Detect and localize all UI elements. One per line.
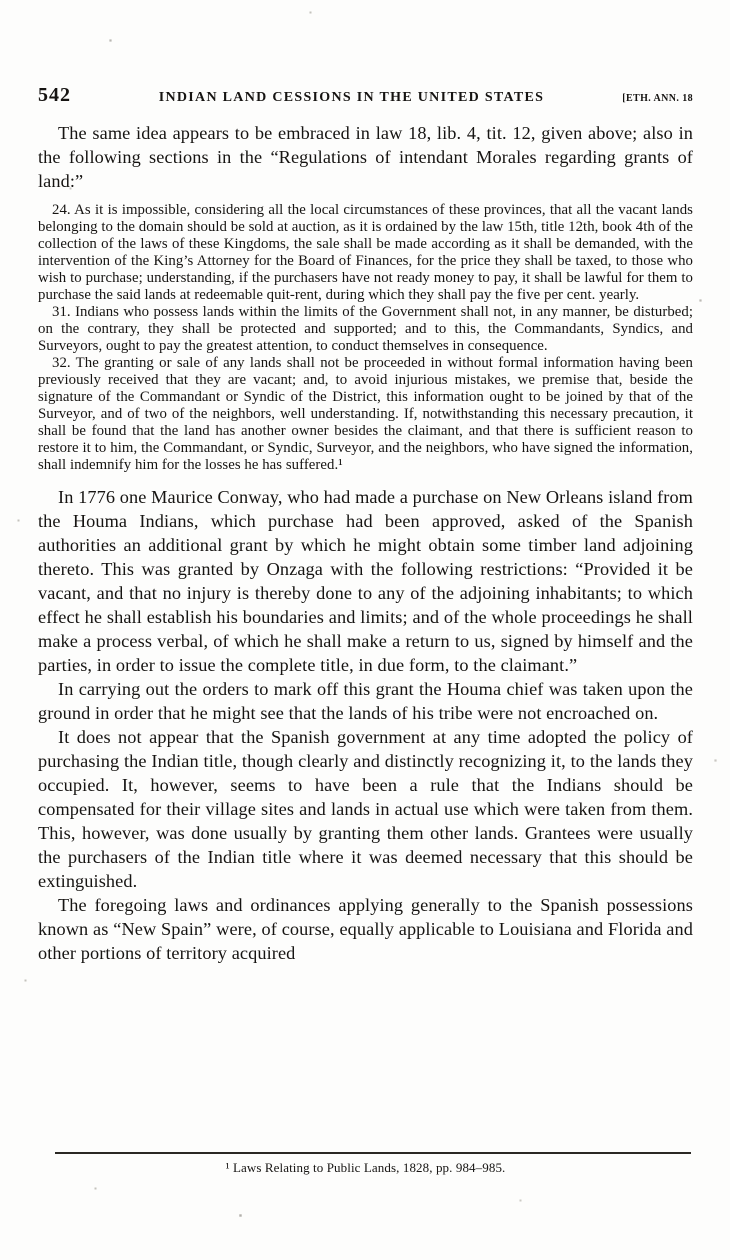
footnote: ¹ Laws Relating to Public Lands, 1828, pp. 984–985.: [225, 1160, 506, 1175]
page-content: [38, 84, 693, 965]
paragraph-conway-grant: In 1776 one Maurice Conway, who had made a purchase on New Orleans island from the Houma Indians, which purchase had been approved, asked of the Spanish authorities an additional grant by which he might obtain some timber land adjoining thereto. This was granted by Onzaga with the following restrictions: “Provided it be vacant, and that no injury is thereby done to any of the adjoining inhabitants; to which effect he shall establish his boundaries and limits; and of the whole proceedings he shall make a process verbal, of which he shall make a return to us, signed by himself and the parties, in order to issue the complete title, in due form, to the claimant.”: [38, 487, 693, 675]
paragraph-regulation-31: 31. Indians who possess lands within the limits of the Government shall not, in any manner, be disturbed; on the contrary, they shall be protected and supported; and to this, the Commandants, Syndics, and Surveyors, ought to pay the greatest attention, to conduct themselves in consequence.: [38, 304, 693, 354]
paragraph-spanish-policy: It does not appear that the Spanish government at any time adopted the policy of purchasing the Indian title, though clearly and distinctly recognizing it, to the lands they occupied. It, however, seems to have been a rule that the Indians should be compensated for their village sites and lands in actual use which were taken from them. This, however, was done usually by granting them other lands. Grantees were usually the purchasers of the Indian title where it was deemed necessary that this should be extinguished.: [38, 727, 693, 891]
paragraph-houma-chief: In carrying out the orders to mark off this grant the Houma chief was taken upon the ground in order that he might see that the lands of his tribe were not encroached on.: [38, 679, 693, 723]
page-number: 542: [38, 84, 71, 106]
body-text: [38, 121, 693, 965]
paragraph-intro: The same idea appears to be embraced in law 18, lib. 4, tit. 12, given above; also in the following sections in the “Regulations of intendant Morales regarding grants of land:”: [38, 123, 693, 191]
regulations-extract: [38, 202, 693, 474]
running-title: INDIAN LAND CESSIONS IN THE UNITED STATES: [158, 90, 545, 105]
running-head: [38, 84, 693, 107]
paragraph-regulation-32: 32. The granting or sale of any lands shall not be proceeded in without formal information having been previously received that they are vacant; and, to avoid injurious mistakes, we premise that, beside the signature of the Commandant or Syndic of the District, this information ought to be joined by that of the Surveyor, and of two of the neighbors, well understanding. If, notwithstanding this necessary precaution, it shall be found that the land has another owner besides the claimant, and that there is sufficient reason to restore it to him, the Commandant, or Syndic, Surveyor, and the neighbors, who have signed the information, shall indemnify him for the losses he has suffered.¹: [38, 355, 693, 473]
annual-report-annotation: [ETH. ANN. 18: [622, 93, 693, 104]
paragraph-regulation-24: 24. As it is impossible, considering all the local circumstances of these provinces, that all the vacant lands belonging to the domain should be sold at auction, as it is ordained by the law 15th, title 12th, book 4th of the collection of the laws of these Kingdoms, the sale shall be made according as it shall be demanded, with the intervention of the King’s Attorney for the Board of Finances, for the price they shall be taxed, to those who wish to purchase; understanding, if the purchasers have not ready money to pay, it shall be lawful for them to purchase the said lands at redeemable quit-rent, during which they shall pay the five per cent. yearly.: [38, 202, 693, 303]
footnote-rule: [55, 1152, 691, 1154]
scan-speckles: [0, 0, 1, 1]
paragraph-new-spain: The foregoing laws and ordinances applying generally to the Spanish possessions known as “New Spain” were, of course, equally applicable to Louisiana and Florida and other portions of territory acquired: [38, 895, 693, 963]
footnote-area: [38, 1152, 693, 1176]
